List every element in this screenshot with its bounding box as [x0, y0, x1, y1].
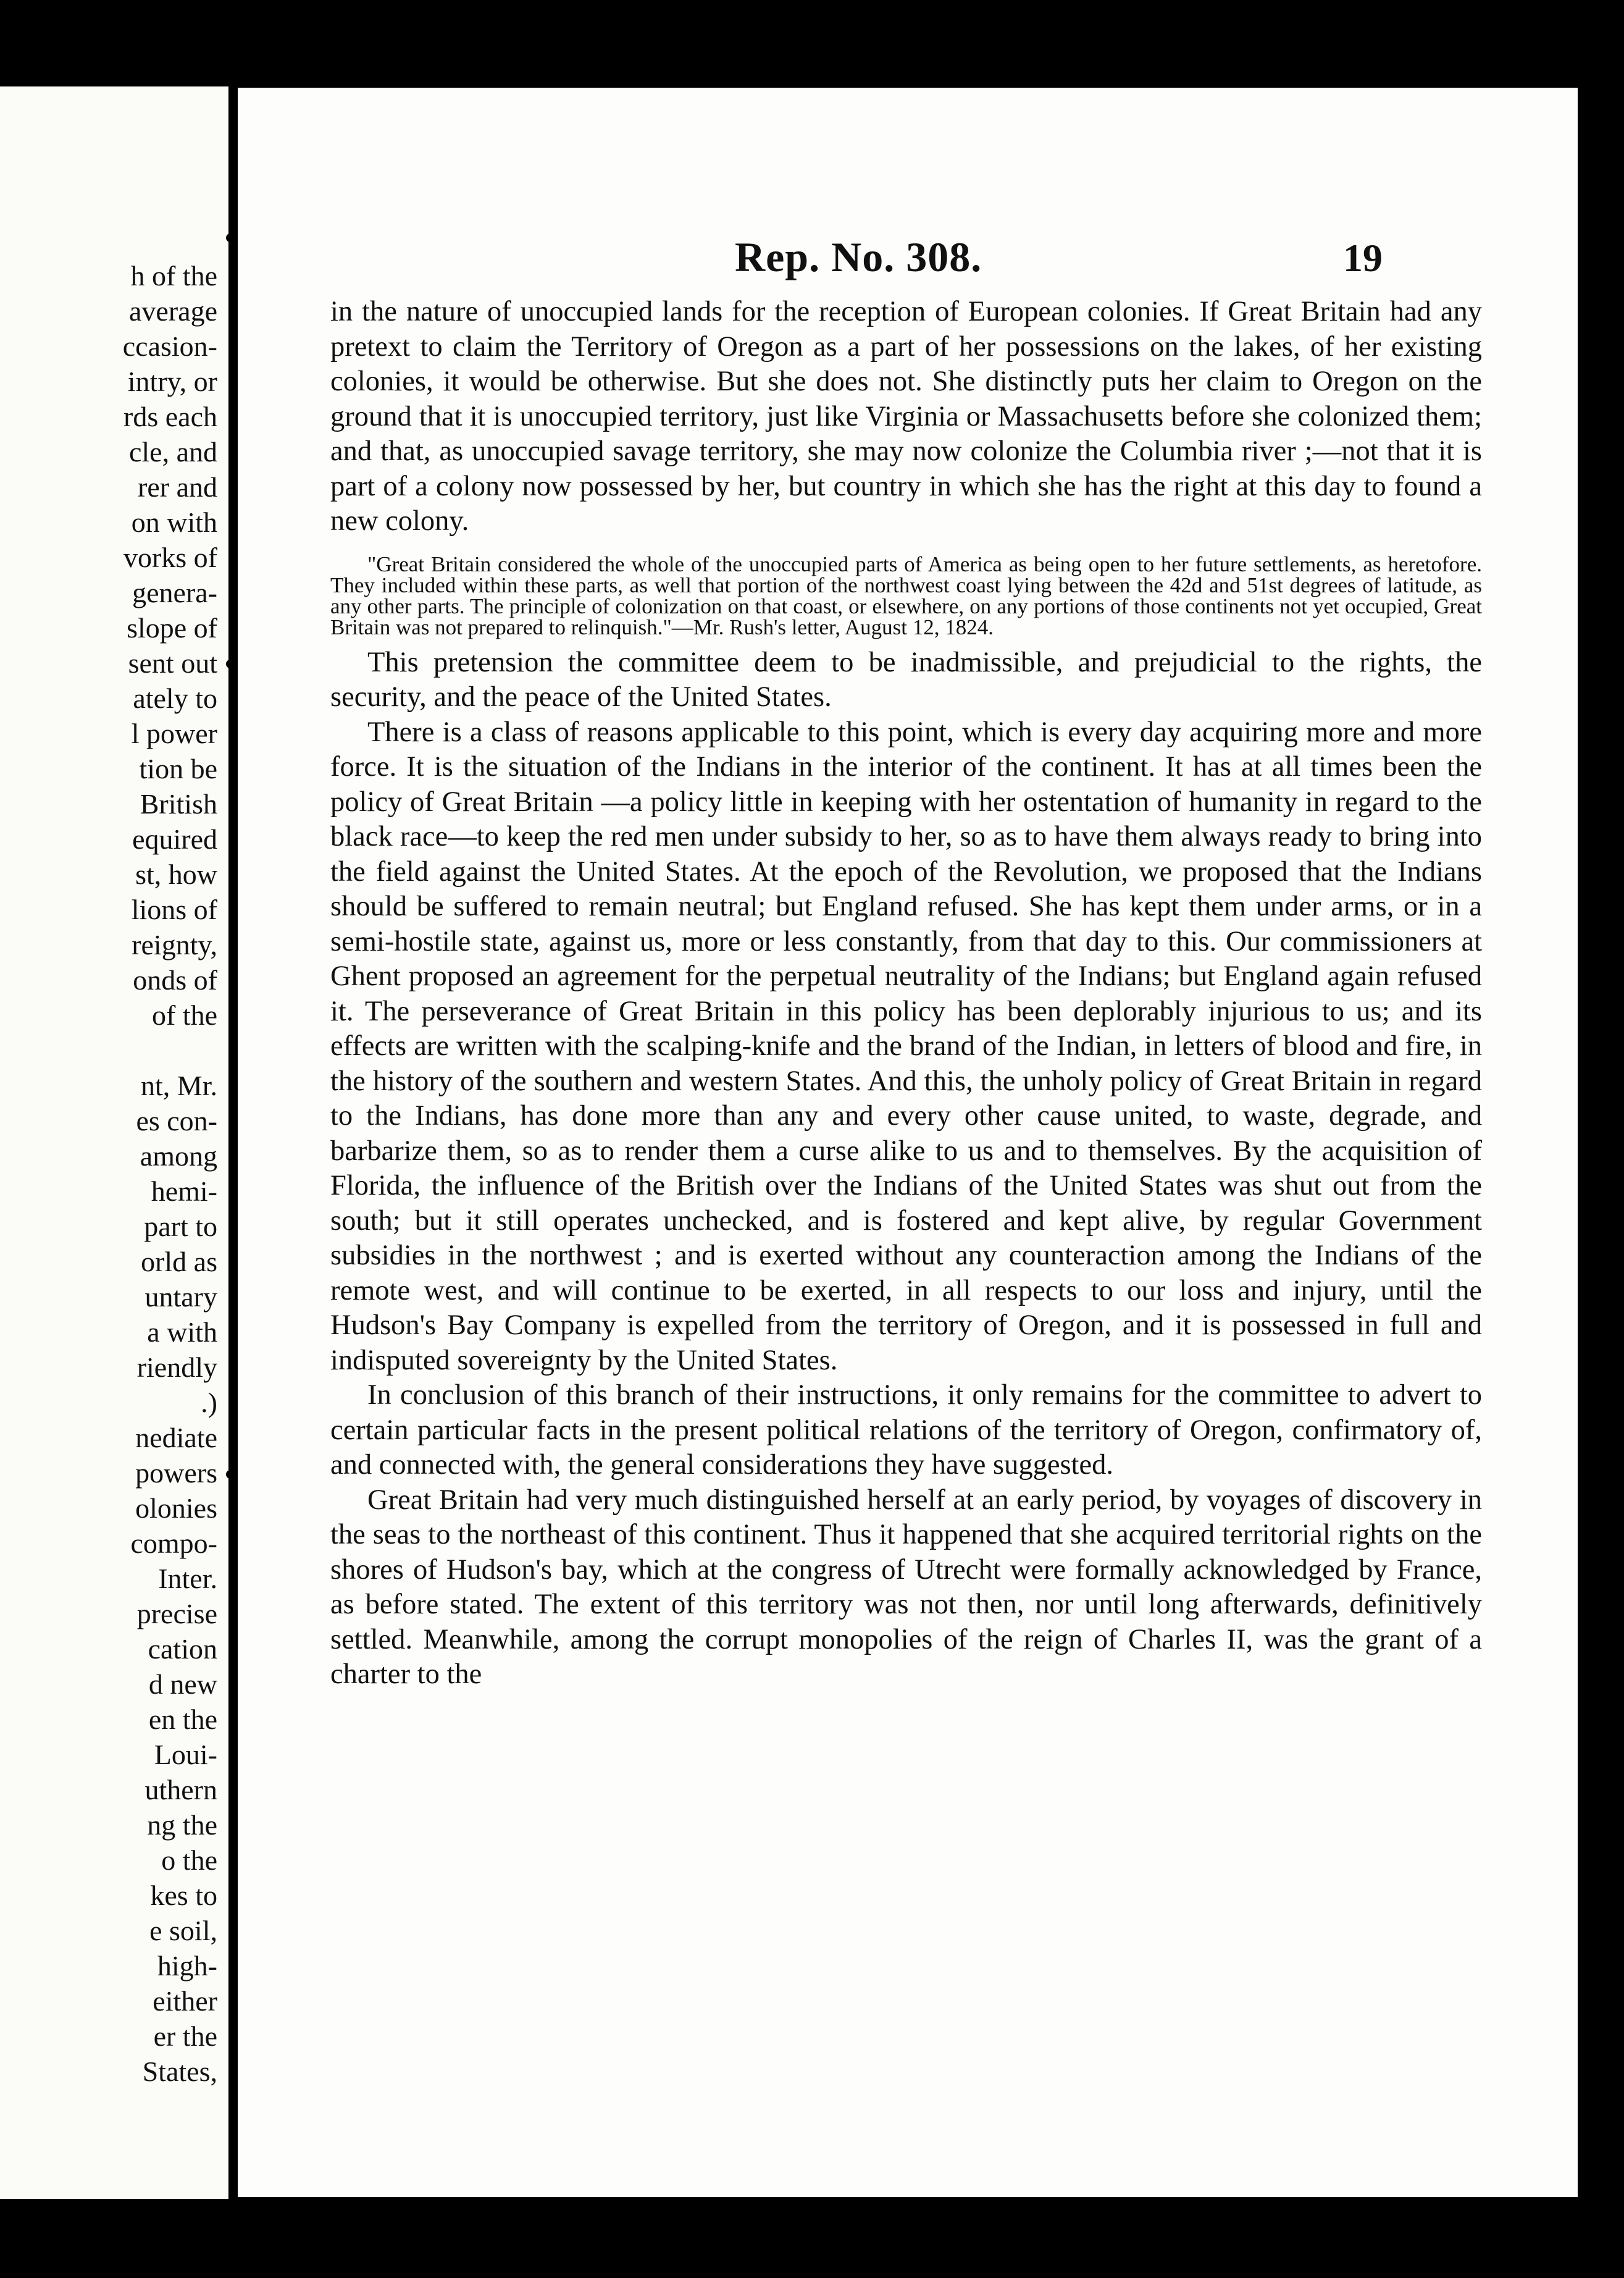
left-page-line: reignty, [132, 929, 217, 960]
left-page-line: es con- [136, 1105, 217, 1137]
left-page-line: orld as [141, 1246, 217, 1277]
left-page-line: British [140, 788, 217, 820]
paragraph: There is a class of reasons applicable to this point, which is every day acquiring more and more force. It is the situation of the Indians in the interior of the continent. It has at all times been the policy of Great Britain —a policy little in keeping with her ostentation of humanity in regard to the black race—to keep the red men under subsidy to her, so as to have them always ready to bring into the field against the United States. At the epoch of the Revolution, we proposed that the Indians should be suffered to remain neutral; but England refused. She has kept them under arms, or in a semi-hostile state, against us, more or less constantly, from that day to this. Our commissioners at Ghent proposed an agreement for the perpetual neutrality of the Indians; but England again refused it. The perseverance of Great Britain in this policy has been deplorably injurious to us; and its effects are written with the scalping-knife and the brand of the Indian, in letters of blood and fire, in the history of the southern and western States. And this, the unholy policy of Great Britain in regard to the Indians, has done more than any and every other cause united, to waste, degrade, and barbarize them, so as to render them a curse alike to us and to themselves. By the acquisition of Florida, the influence of the British over the Indians of the United States was shut out from the south; but it still operates unchecked, and is fostered and kept alive, by regular Government subsidies in the northwest ; and is exerted without any counteraction among the Indians of the remote west, and will continue to be exerted, in all respects to our loss and injury, until the Hudson's Bay Company is expelled from the territory of Oregon, and it is possessed in full and indisputed sovereignty by the United States. [330, 716, 1482, 1376]
left-page-line: a with [147, 1316, 217, 1348]
left-page-line: on with [131, 506, 217, 538]
left-page-line: slope of [127, 612, 217, 644]
left-page-line: uthern [144, 1774, 217, 1805]
left-page-line: kes to [150, 1880, 217, 1911]
left-page-line: untary [144, 1281, 217, 1313]
left-page-line: lions of [131, 894, 217, 925]
binding-mark [226, 1470, 235, 1479]
left-page-line: Inter. [158, 1563, 217, 1594]
left-page-line: compo- [130, 1528, 217, 1559]
left-page-line: precise [136, 1598, 217, 1629]
left-page-line: rds each [123, 401, 217, 432]
body-text [330, 295, 1482, 1692]
left-page-line: d new [148, 1668, 217, 1700]
left-page-line: nt, Mr. [141, 1070, 217, 1101]
left-page-line: sent out [128, 647, 217, 679]
left-page-line: average [129, 295, 217, 327]
paragraph: In conclusion of this branch of their instructions, it only remains for the committee to advert to certain particular facts in the present political relations of the territory of Oregon, confirmatory of, and connected with, the general considerations they have suggested. [330, 1379, 1482, 1481]
document-page [238, 88, 1578, 2197]
left-page-line: ccasion- [122, 330, 217, 362]
left-page-line: riendly [136, 1351, 217, 1383]
left-page-fragment [0, 86, 228, 2199]
left-page-line: l power [131, 718, 217, 749]
left-page-line: vorks of [123, 542, 217, 573]
left-page-line: intry, or [127, 366, 217, 397]
paragraph: Great Britain had very much distinguished herself at an early period, by voyages of discovery in the seas to the northeast of this continent. Thus it happened that she acquired territorial rights on the shores of Hudson's bay, which at the congress of Utrecht were formally acknowledged by France, as before stated. The extent of this territory was not then, nor until long afterwards, definitively settled. Meanwhile, among the corrupt monopolies of the reign of Charles II, was the grant of a charter to the [330, 1484, 1482, 1690]
left-page-line: ately to [133, 683, 217, 714]
binding-mark [226, 660, 235, 668]
left-page-text [123, 258, 217, 2089]
left-page-line: hemi- [151, 1175, 217, 1207]
left-page-line [123, 1033, 217, 1068]
page-header [238, 233, 1578, 288]
left-page-line: onds of [133, 964, 217, 996]
left-page-line: powers [135, 1457, 217, 1489]
left-page-line: Loui- [154, 1739, 217, 1770]
binding-mark [226, 233, 235, 242]
left-page-line: .) [201, 1387, 217, 1418]
left-page-line: among [140, 1140, 217, 1172]
left-page-line: either [153, 1985, 217, 2017]
left-page-line: tion be [139, 753, 217, 784]
left-page-line: h of the [130, 260, 217, 292]
left-page-line: o the [161, 1844, 217, 1876]
left-page-line: en the [148, 1704, 217, 1735]
paragraph: This pretension the committee deem to be inadmissible, and prejudicial to the rights, the security, and the peace of the United States. [330, 646, 1482, 713]
left-page-line: nediate [135, 1422, 217, 1453]
left-page-line: part to [144, 1211, 217, 1242]
left-page-line: e soil, [149, 1915, 217, 1946]
left-page-line: cle, and [128, 436, 217, 468]
left-page-line: ng the [147, 1809, 217, 1841]
left-page-line: rer and [138, 471, 217, 503]
paragraph: in the nature of unoccupied lands for the reception of European colonies. If Great Britain had any pretext to claim the Territory of Oregon as a part of her possessions on the lakes, of her existing colonies, it would be otherwise. But she does not. She distinctly puts her claim to Oregon on the ground that it is unoccupied territory, just like Virginia or Massachusetts before she colonized them; and that, as unoccupied savage territory, she may now colonize the Columbia river ;—not that it is part of a colony now possessed by her, but country in which she has the right at this day to found a new colony. [330, 296, 1482, 537]
page-number: 19 [1343, 236, 1383, 280]
left-page-line: genera- [132, 577, 217, 608]
left-page-line: high- [157, 1950, 217, 1982]
left-page-line: States, [142, 2056, 217, 2087]
book-spine [230, 80, 235, 2205]
left-page-line: equired [132, 823, 217, 855]
left-page-line: of the [151, 999, 217, 1031]
left-page-line: olonies [135, 1492, 217, 1524]
left-page-line: er the [153, 2020, 217, 2052]
report-number: Rep. No. 308. [735, 233, 982, 280]
left-page-line: st, how [135, 859, 217, 890]
footnote: "Great Britain considered the whole of the unoccupied parts of America as being open to her future settlements, as heretofore. They included within these parts, as well that portion of the northwest coast lying between the 42d and 51st degrees of latitude, as any other parts. The principle of colonization on that coast, or elsewhere, on any portions of those continents not yet occupied, Great Britain was not prepared to relinquish."—Mr. Rush's letter, August 12, 1824. [330, 552, 1482, 639]
left-page-line: cation [148, 1633, 217, 1665]
